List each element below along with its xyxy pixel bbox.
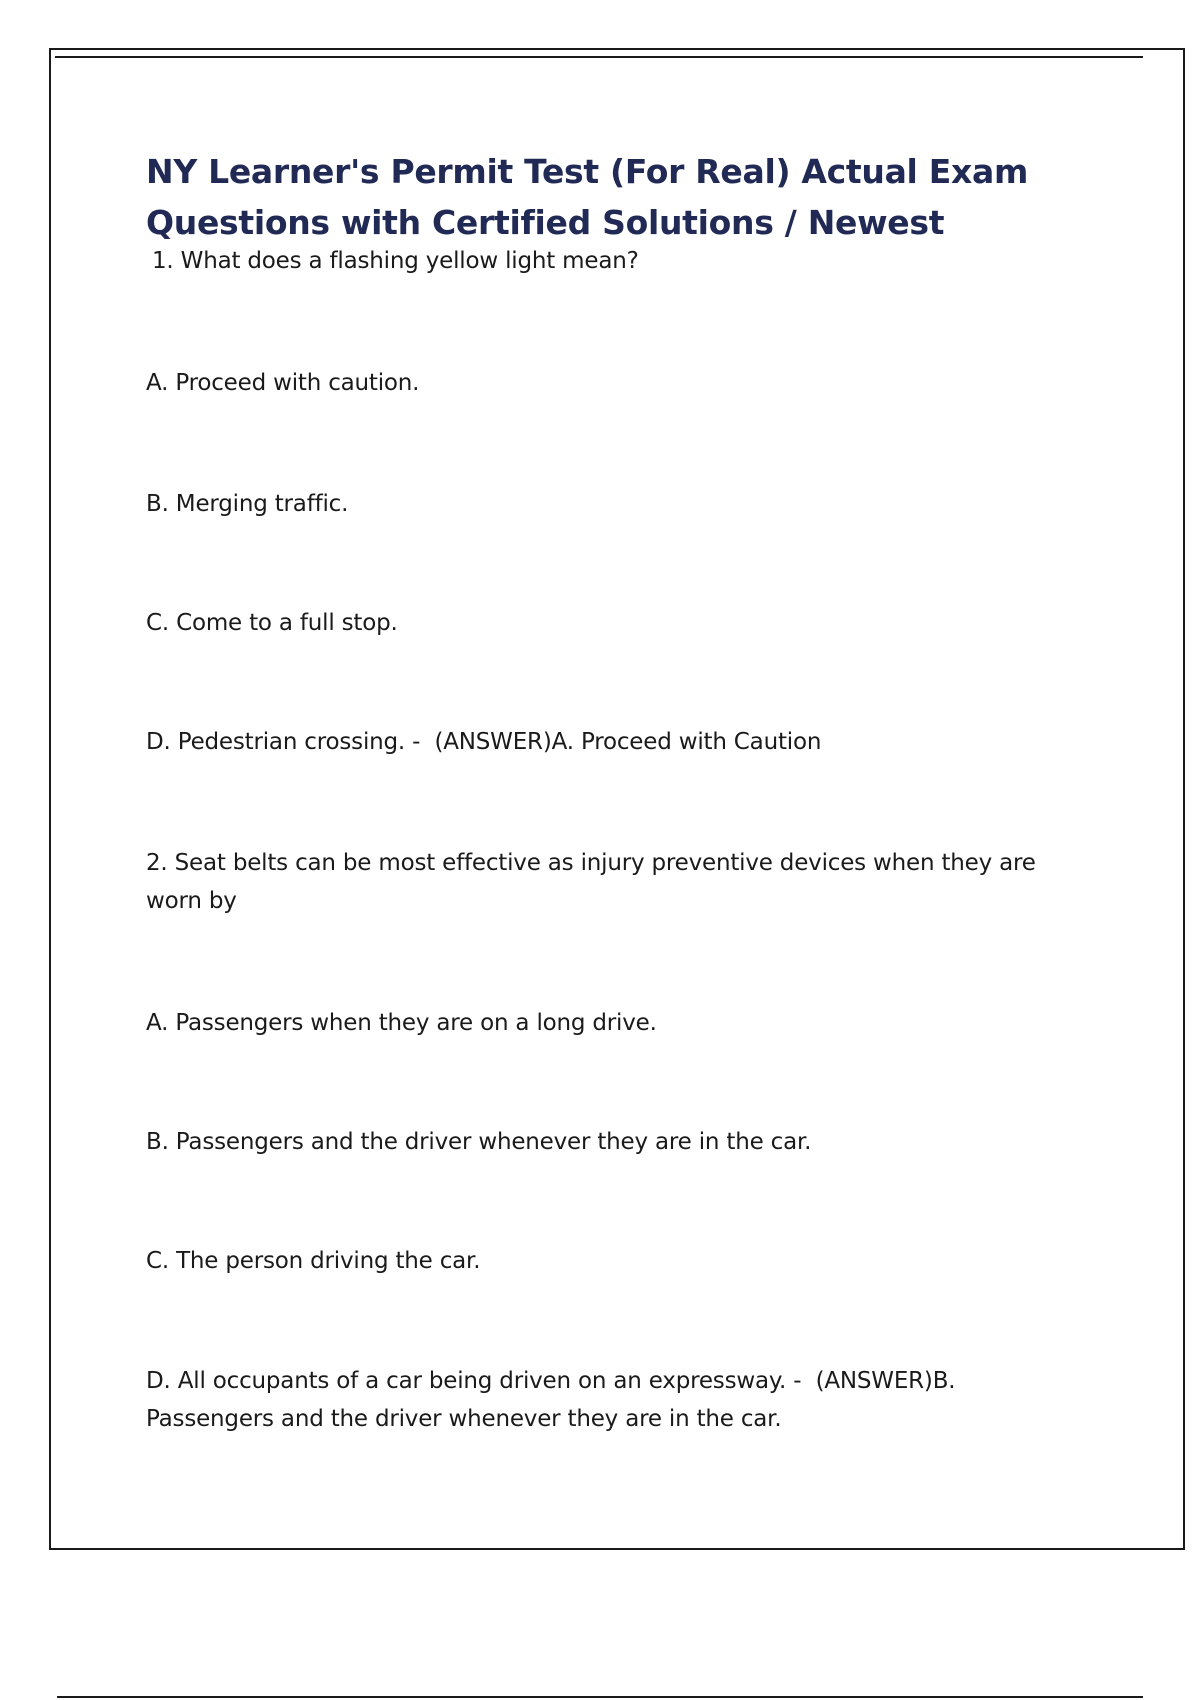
question-1-option-c: C. Come to a full stop.: [146, 610, 398, 636]
question-2-option-d: D. All occupants of a car being driven on an expressway.: [146, 1368, 787, 1394]
question-1-answer: (ANSWER)A. Proceed with Caution: [434, 729, 822, 755]
document-body: [146, 146, 1046, 1432]
title-line-2: Questions with Certified Solutions / Newest: [146, 203, 945, 242]
question-1-option-d: D. Pedestrian crossing.: [146, 729, 406, 755]
question-2-option-c: C. The person driving the car.: [146, 1248, 481, 1274]
question-2-option-a: A. Passengers when they are on a long drive.: [146, 1010, 657, 1036]
bottom-rule: [57, 1696, 1143, 1698]
answer-separator: -: [786, 1368, 816, 1394]
question-1-option-d-with-answer: [146, 723, 1046, 761]
question-2-option-d-with-answer: [146, 1362, 1046, 1438]
question-2-option-b: B. Passengers and the driver whenever they are in the car.: [146, 1129, 812, 1155]
answer-separator: -: [405, 729, 435, 755]
question-1-option-b: B. Merging traffic.: [146, 491, 349, 517]
document-title: [146, 146, 1046, 248]
question-1-text: 1. What does a flashing yellow light mean?: [152, 248, 639, 274]
question-2-answer: (ANSWER)B. Passengers and the driver whenever they are in the car.: [146, 1368, 956, 1432]
question-1-option-a: A. Proceed with caution.: [146, 370, 420, 396]
question-2-text: 2. Seat belts can be most effective as injury preventive devices when they are worn by: [146, 850, 1036, 914]
title-line-1: NY Learner's Permit Test (For Real) Actual Exam: [146, 152, 1029, 191]
